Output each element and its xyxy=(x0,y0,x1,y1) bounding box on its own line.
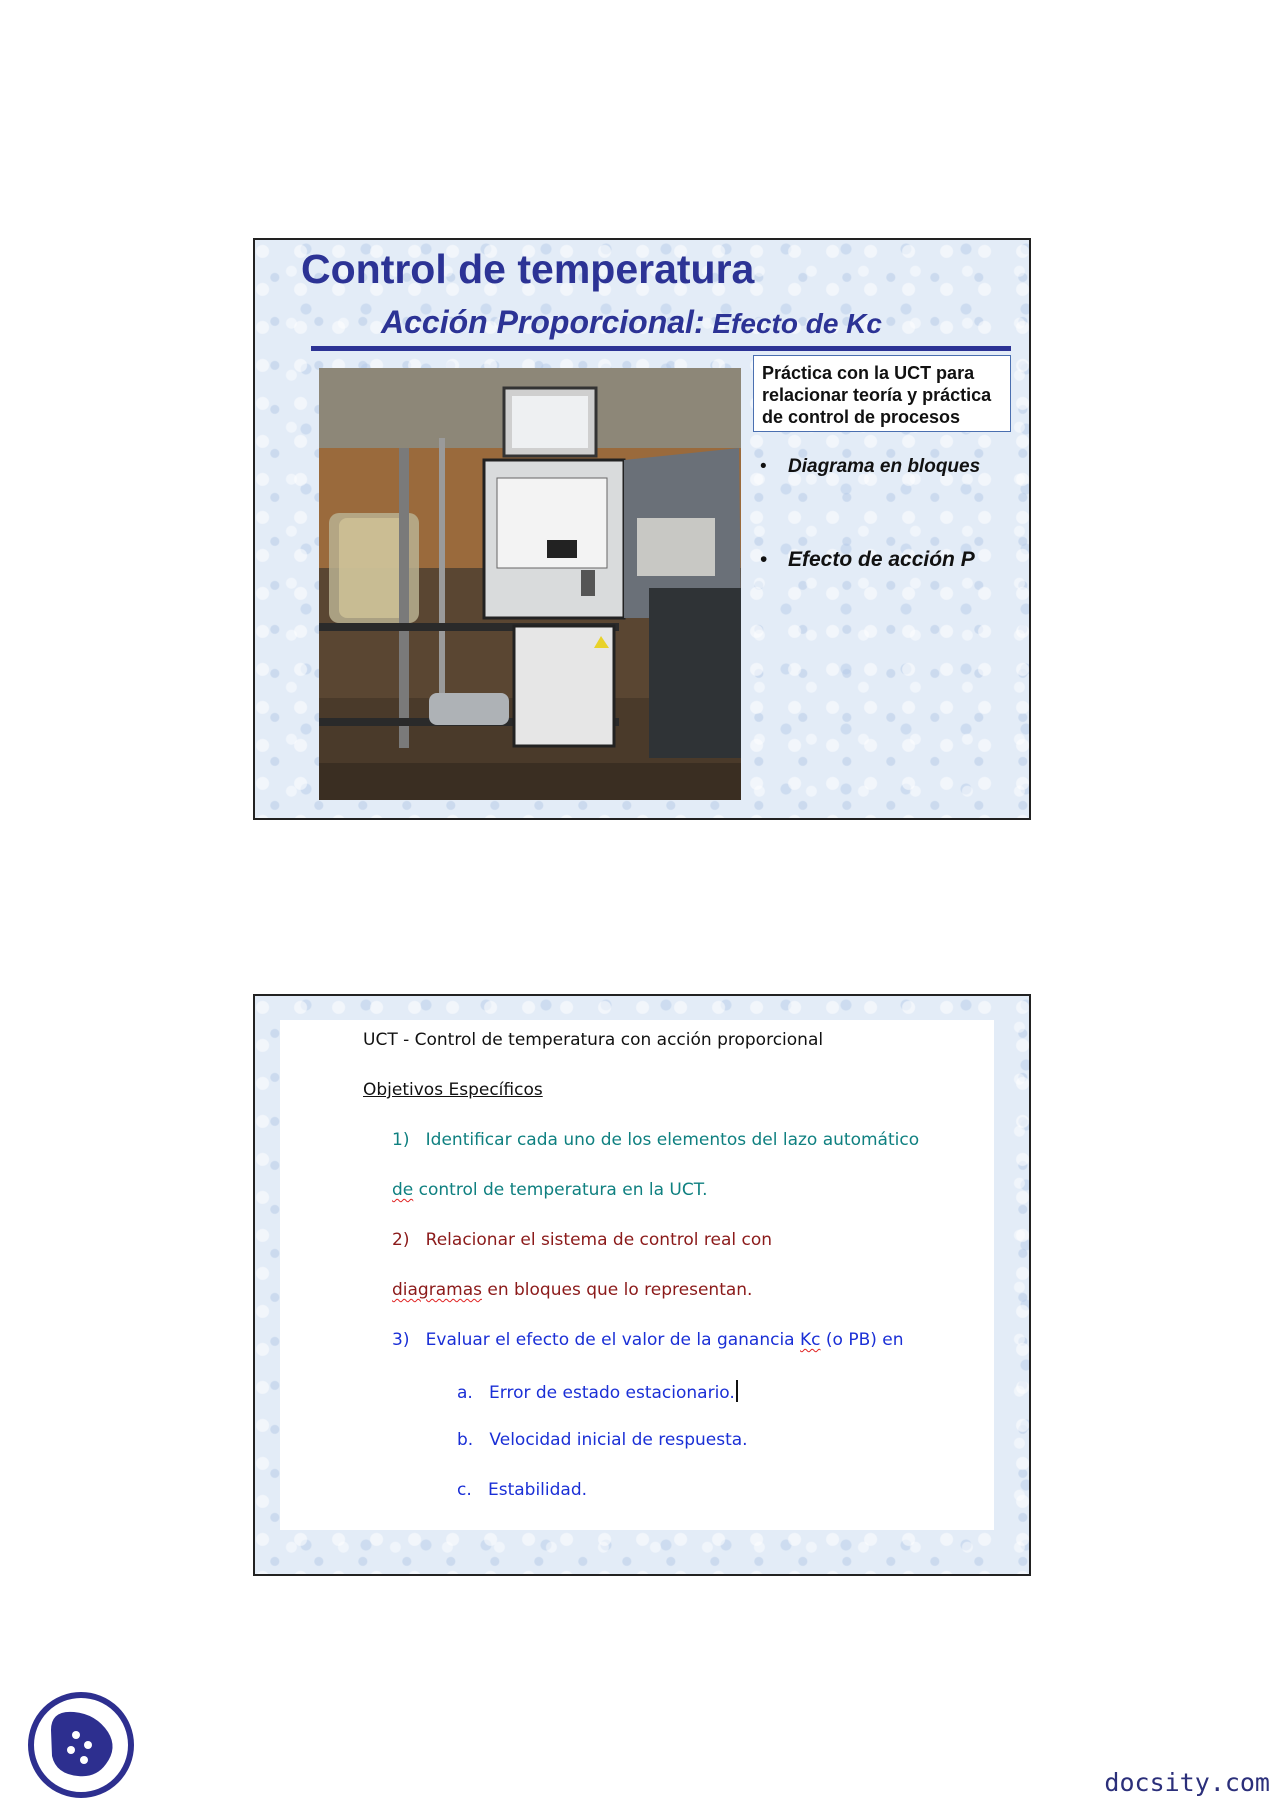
slide-control-temperatura xyxy=(253,238,1031,820)
bullet-list xyxy=(760,456,980,572)
subtitle-tail: Efecto de Kc xyxy=(704,308,882,339)
slide-title: Control de temperatura xyxy=(301,246,755,292)
objective-1 xyxy=(392,1130,919,1150)
docsity-logo-icon xyxy=(26,1690,136,1800)
subitem-a xyxy=(457,1380,738,1403)
bullet-item: • Diagrama en bloques xyxy=(760,456,980,478)
subitem-text: Error de estado estacionario. xyxy=(489,1383,735,1403)
spellcheck-word: diagramas xyxy=(392,1280,482,1300)
objective-text: Evaluar el efecto de el valor de la ganancia xyxy=(425,1330,801,1350)
subitem-letter: b. xyxy=(457,1430,474,1450)
doc-title: UCT - Control de temperatura con acción proporcional xyxy=(363,1030,824,1050)
doc-heading: Objetivos Específicos xyxy=(363,1080,543,1100)
objective-text: Relacionar el sistema de control real con xyxy=(425,1230,773,1250)
objective-number: 1) xyxy=(392,1130,410,1150)
subitem-letter: a. xyxy=(457,1383,473,1403)
subitem-c xyxy=(457,1480,587,1500)
spellcheck-word: de xyxy=(392,1180,414,1200)
uct-equipment-photo xyxy=(319,368,741,800)
objective-text: control de temperatura en la UCT. xyxy=(413,1180,708,1200)
objective-3 xyxy=(392,1330,904,1350)
objective-2 xyxy=(392,1230,772,1250)
objective-number: 3) xyxy=(392,1330,410,1350)
subitem-text: Estabilidad. xyxy=(487,1480,588,1500)
subtitle-main: Acción Proporcional: xyxy=(381,304,705,340)
callout-box: Práctica con la UCT para relacionar teoría y práctica de control de procesos xyxy=(753,355,1011,432)
objective-text: (o PB) en xyxy=(820,1330,904,1350)
text-cursor xyxy=(736,1380,738,1402)
subitem-letter: c. xyxy=(457,1480,472,1500)
objective-number: 2) xyxy=(392,1230,410,1250)
slide-subtitle xyxy=(381,304,882,341)
subitem-b xyxy=(457,1430,748,1450)
objective-text: Identificar cada uno de los elementos del lazo automático xyxy=(425,1130,920,1150)
objective-2-cont xyxy=(392,1280,752,1300)
watermark-text: docsity.com xyxy=(1104,1768,1270,1797)
subitem-text: Velocidad inicial de respuesta. xyxy=(489,1430,748,1450)
document-screenshot xyxy=(280,1020,994,1530)
objective-text: en bloques que lo representan. xyxy=(481,1280,753,1300)
spellcheck-word: Kc xyxy=(800,1330,821,1350)
slide-objetivos xyxy=(253,994,1031,1576)
bullet-item: • Efecto de acción P xyxy=(760,548,980,572)
title-underline xyxy=(311,346,1011,351)
objective-1-cont xyxy=(392,1180,708,1200)
